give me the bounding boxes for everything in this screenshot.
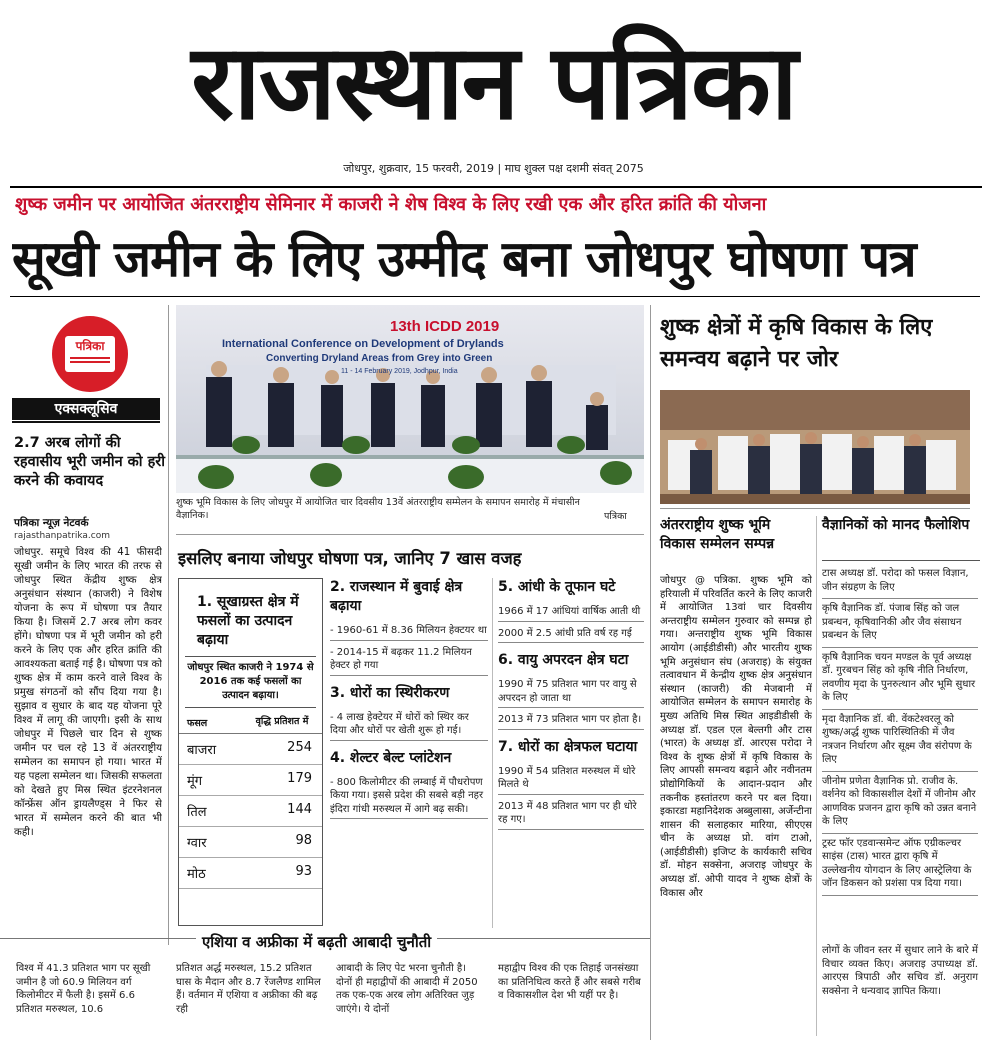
crop-name: तिल: [187, 805, 207, 820]
tag-rule: [12, 421, 160, 423]
list-item: जीनोम प्रणेता वैज्ञानिक प्रो. राजीव के. वर्शनेय को विकासशील देशों में जीनोम और आणविक प्रजनन द्वारा कृषि को उन्नत बनाने के लिए: [822, 772, 978, 834]
masthead-rule: [10, 186, 982, 188]
banner-line1: 13th ICDD 2019: [390, 318, 500, 335]
list-item: कृषि वैज्ञानिक चयन मण्डल के पूर्व अध्यक्ष डॉ. गुरबचन सिंह को कृषि नीति निर्धारण, लवणीय मृदा के पुनरुत्थान और भूमि सुधार के लिए: [822, 648, 978, 710]
crop-table-header: [179, 714, 322, 734]
crop-growth-value: 179: [287, 771, 312, 786]
reason-title: 2. राजस्थान में बुवाई क्षेत्र बढ़ाया: [330, 579, 463, 614]
bottom-col-3: आबादी के लिए पेट भरना चुनौती है। दोनों ही महाद्वीपों की आबादी में 2050 तक एक-एक अरब लोग अतिरिक्त जुड़ जाएंगे। ये दोनों: [336, 963, 478, 1015]
story1-body: जोधपुर @ पत्रिका. शुष्क भूमि को हरियाली में परिवर्तित करने के लिए काजरी में आयोजित 13वां चार दिवसीय अन्तराष्ट्रीय सम्मेलन गुरुवार को सम्पन्न हो गया। अन्तराष्ट्रीय शुष्क भूमि विकास आयोग (आईडीडीसी) और भारतीय शुष्क भूमि अनुसंधान संघ (अजराइ) के संयुक्त तत्वावधान में केन्द्रीय शुष्क क्षेत्र अनुसंधान संस्थान (काजरी) की मेजबानी में आयोजित सम्मेलन के समापन समारोह के मुख्य अतिथि मिस्र स्थित आइडीडीसी के अध्यक्ष डॉ. एडल एल बेल्तगी और टास (भारत) के अध्यक्ष डॉ. आरएस परोदा ने विश्व के शुष्क क्षेत्रों में कृषि विकास के लिए आपसी समन्वय बढ़ाने और नवीनतम प्रोद्योगिकियों के आदान-प्रदान और तकनीक हस्तांतरण करने पर बल दिया। इकारडा महानिदेशक अब्बुलासा, अर्जेन्टीना शासन की सलाहकार मारिया, सीएएस चीन के अध्यक्ष प्रो. वांग टाओ, (आईडीडीसी) इजिप्ट के कार्यकारी सचिव डॉ. मोहन सक्सेना, अजराइ जोधपुर के अध्यक्ष डॉ. ओपी यादव ने शुष्क क्षेत्रों के विकास और: [660, 575, 812, 899]
dateline: जोधपुर, शुक्रवार, 15 फरवरी, 2019 | माघ शुक्ल पक्ष दशमी संवत् 2075: [343, 162, 644, 175]
reason-item: [330, 684, 488, 741]
reason-line: - 4 लाख हेक्टेयर में धोरों को स्थिर कर दिया और धोरों पर खेती शुरू हो गई।: [330, 709, 488, 741]
masthead-title: राजस्थान पत्रिका: [191, 20, 796, 143]
kicker: शुष्क जमीन पर आयोजित अंतरराष्ट्रीय सेमिनार में काजरी ने शेष विश्व के लिए रखी एक और हरित क्रांति की योजना: [15, 194, 767, 215]
photo-caption: शुष्क भूमि विकास के लिए जोधपुर में आयोजित चार दिवसीय 13वें अंतरराष्ट्रीय सम्मेलन के समापन समारोह में मंचासीन वैज्ञानिक।: [176, 497, 580, 521]
reason-line: - 800 किलोमीटर की लम्बाई में पौधरोपण किया गया। इससे प्रदेश की सबसे बड़ी नहर इंदिरा गांधी मरुस्थल में आगे बढ़ सकी।: [330, 774, 488, 820]
patrika-logo: [52, 316, 128, 392]
list-item: मृदा वैज्ञानिक डॉ. बी. वेंकटेश्वरलू को शुष्क/अर्द्ध शुष्क पारिस्थितिकी में जैव नत्रजन निर्धारण और सूक्ष्म जैव संरोपण के लिए: [822, 710, 978, 772]
reasons-col-3: [498, 578, 644, 938]
byline: पत्रिका न्यूज़ नेटवर्क: [14, 517, 89, 529]
photo-credit: पत्रिका: [604, 511, 627, 522]
reason-line: 1966 में 17 आंधियां वार्षिक आती थी: [498, 603, 644, 622]
newspaper-icon: [65, 336, 115, 372]
banner-line4: 11 - 14 February 2019, Jodhpur, India: [341, 368, 458, 375]
table-row: [179, 827, 322, 858]
table-row: [179, 765, 322, 796]
conference-photo: [176, 305, 644, 493]
headline: सूखी जमीन के लिए उम्मीद बना जोधपुर घोषणा पत्र: [12, 230, 916, 288]
banner-line2: International Conference on Development of Drylands: [222, 338, 504, 350]
reason-title: 4. शेल्टर बेल्ट प्लांटेशन: [330, 749, 452, 766]
reason-line: - 1960-61 में 8.36 मिलियन हेक्टयर था: [330, 622, 488, 641]
crop-name: ग्वार: [187, 836, 207, 851]
crop-box-subtitle: जोधपुर स्थित काजरी ने 1974 से 2016 तक कई फसलों का उत्पादन बढ़ाया।: [185, 656, 316, 708]
right-photo-rule: [660, 508, 970, 509]
site-link[interactable]: rajasthanpatrika.com: [14, 531, 110, 541]
reason-item: [498, 651, 644, 730]
crop-growth-value: 254: [287, 740, 312, 755]
reason-line: 1990 में 75 प्रतिशत भाग पर वायु से अपरदन हो जाता था: [498, 676, 644, 708]
crop-name: मूंग: [187, 774, 203, 789]
reason-title: 5. आंधी के तूफान घटे: [498, 579, 616, 595]
story2-rule: [822, 560, 980, 561]
crop-box: [178, 578, 323, 926]
crop-growth-value: 98: [295, 833, 312, 848]
closing-text: लोगों के जीवन स्तर में सुधार लाने के बारे में विचार व्यक्त किए। अजराइ उपाध्यक्ष डॉ. आरएस त्रिपाठी और सचिव डॉ. अनुराग सक्सेना ने धन्यवाद ज्ञापित किया।: [822, 945, 978, 997]
left-story-title: 2.7 अरब लोगों की रहवासीय भूरी जमीन को हरी करने की कवायद: [14, 435, 165, 489]
audience-photo: [660, 390, 970, 504]
story2-title: वैज्ञानिकों को मानद फैलोशिप: [822, 517, 970, 533]
fellowship-list: [822, 564, 978, 896]
right-inner-divider: [816, 516, 817, 1036]
reason-title: 3. धोरों का स्थिरीकरण: [330, 684, 450, 701]
reason-item: [330, 749, 488, 820]
banner-line3: Converting Dryland Areas from Grey into Green: [266, 353, 493, 364]
bottom-title: एशिया व अफ्रीका में बढ़ती आबादी चुनौती: [196, 932, 437, 952]
list-item: ट्रस्ट फॉर एडवान्समेन्ट ऑफ एग्रीकल्चर साइंस (टास) भारत द्वारा कृषि में उल्लेखनीय योगदान के लिए आस्ट्रेलिया के जॉन डिकसन को प्रशंसा पत्र दिया गया।: [822, 834, 978, 896]
reasons-title: इसलिए बनाया जोधपुर घोषणा पत्र, जानिए 7 खास वजह: [178, 549, 522, 568]
crop-name: मोठ: [187, 867, 206, 882]
table-row: [179, 734, 322, 765]
reason-title: 6. वायु अपरदन क्षेत्र घटा: [498, 652, 629, 668]
bottom-col-1: विश्व में 41.3 प्रतिशत भाग पर सूखी जमीन है जो 60.9 मिलियन वर्ग किलोमीटर में फैली है। इसमें 6.6 प्रतिशत मरुस्थल, 10.6: [16, 963, 151, 1015]
headline-rule: [10, 296, 980, 297]
column-divider: [168, 305, 169, 945]
logo-text: पत्रिका: [75, 339, 105, 353]
reason-item: [330, 578, 488, 676]
reason-line: 1990 में 54 प्रतिशत मरुस्थल में धोरे मिलते थे: [498, 763, 644, 795]
crop-col-header: फसल: [187, 718, 208, 729]
reasons-divider: [492, 578, 493, 928]
caption-rule: [176, 534, 644, 535]
story1-title: अंतरराष्ट्रीय शुष्क भूमि विकास सम्मेलन सम्पन्न: [660, 517, 775, 552]
left-story-body: जोधपुर. समूचे विश्व की 41 फीसदी सूखी जमीन के लिए भारत की तरफ से जोधपुर स्थित केंद्रीय शुष्क क्षेत्र अनुसंधान संस्थान (काजरी) ने विशेष योजना के रूप में घोषणा पत्र तैयार किया है। जिसमें 2.7 अरब लोग कवर होंगे। घोषणा पत्र में भूरी जमीन को हरी करने के लिए एक और हरित क्रांति की आवश्यकता बताई गई है। घोषणा पत्र को शुष्क क्षेत्र में काम करने वाले विश्व के प्रमुख संगठनों को सौंप दिया गया है। सुझाव व सुधार के बाद यह योजना पूरे विश्व में लागू की जाएगी। इसी के साथ जोधपुर में पिछले चार दिन से शुष्क जमीन पर चल रहे 13 वें अंतरराष्ट्रीय सम्मेलन का समापन हो गया। भारत में यह पहला सम्मेलन था। जिसकी सफलता को देखते हुए मिस्र स्थित इंटरनेशनल कॉन्फ्रेंस ऑन ड्रायलैण्ड्स ने फिर से भारत में सम्मेलन करने की बात भी कही।: [14, 547, 162, 838]
reason-item: [498, 578, 644, 643]
right-divider: [650, 305, 651, 1040]
reason-line: 2013 में 48 प्रतिशत भाग पर ही धोरे रह गए।: [498, 798, 644, 830]
table-row: [179, 858, 322, 889]
table-row: [179, 796, 322, 827]
reason-line: 2013 में 73 प्रतिशत भाग पर होता है।: [498, 711, 644, 730]
bottom-col-2: प्रतिशत अर्द्ध मरुस्थल, 15.2 प्रतिशत घास के मैदान और 8.7 रेंजलैण्ड शामिल हैं। वर्तमान में एशिया व अफ्रीका की बढ़ रही: [176, 963, 321, 1015]
crop-name: बाजरा: [187, 743, 217, 758]
exclusive-tag: एक्सक्लूसिव: [12, 398, 160, 420]
bottom-col-4: महाद्वीप विश्व की एक तिहाई जनसंख्या का प्रतिनिधित्व करते हैं और सबसे गरीब व विकासशील देश भी यहीं पर है।: [498, 963, 641, 1001]
growth-col-header: वृद्धि प्रतिशत में: [255, 716, 309, 727]
list-item: टास अध्यक्ष डॉ. परोदा को फसल विज्ञान, जीन संग्रहण के लिए: [822, 564, 978, 599]
reason-line: 2000 में 2.5 आंधी प्रति वर्ष रह गई: [498, 625, 644, 644]
reasons-col-2: [330, 578, 488, 938]
right-title: शुष्क क्षेत्रों में कृषि विकास के लिए समन्वय बढ़ाने पर जोर: [660, 315, 933, 372]
reason-item: [498, 738, 644, 830]
crop-growth-value: 144: [287, 802, 312, 817]
reason-line: - 2014-15 में बढ़कर 11.2 मिलियन हेक्टर हो गया: [330, 644, 488, 676]
crop-box-title: 1. सूखाग्रस्त क्षेत्र में फसलों का उत्पादन बढ़ाया: [197, 594, 299, 648]
list-item: कृषि वैज्ञानिक डॉ. पंजाब सिंह को जल प्रबन्धन, कृषिवानिकी और जैव संसाधन प्रबन्धन के लिए: [822, 599, 978, 648]
crop-table: [179, 734, 322, 889]
reason-title: 7. धोरों का क्षेत्रफल घटाया: [498, 738, 638, 755]
crop-growth-value: 93: [295, 864, 312, 879]
